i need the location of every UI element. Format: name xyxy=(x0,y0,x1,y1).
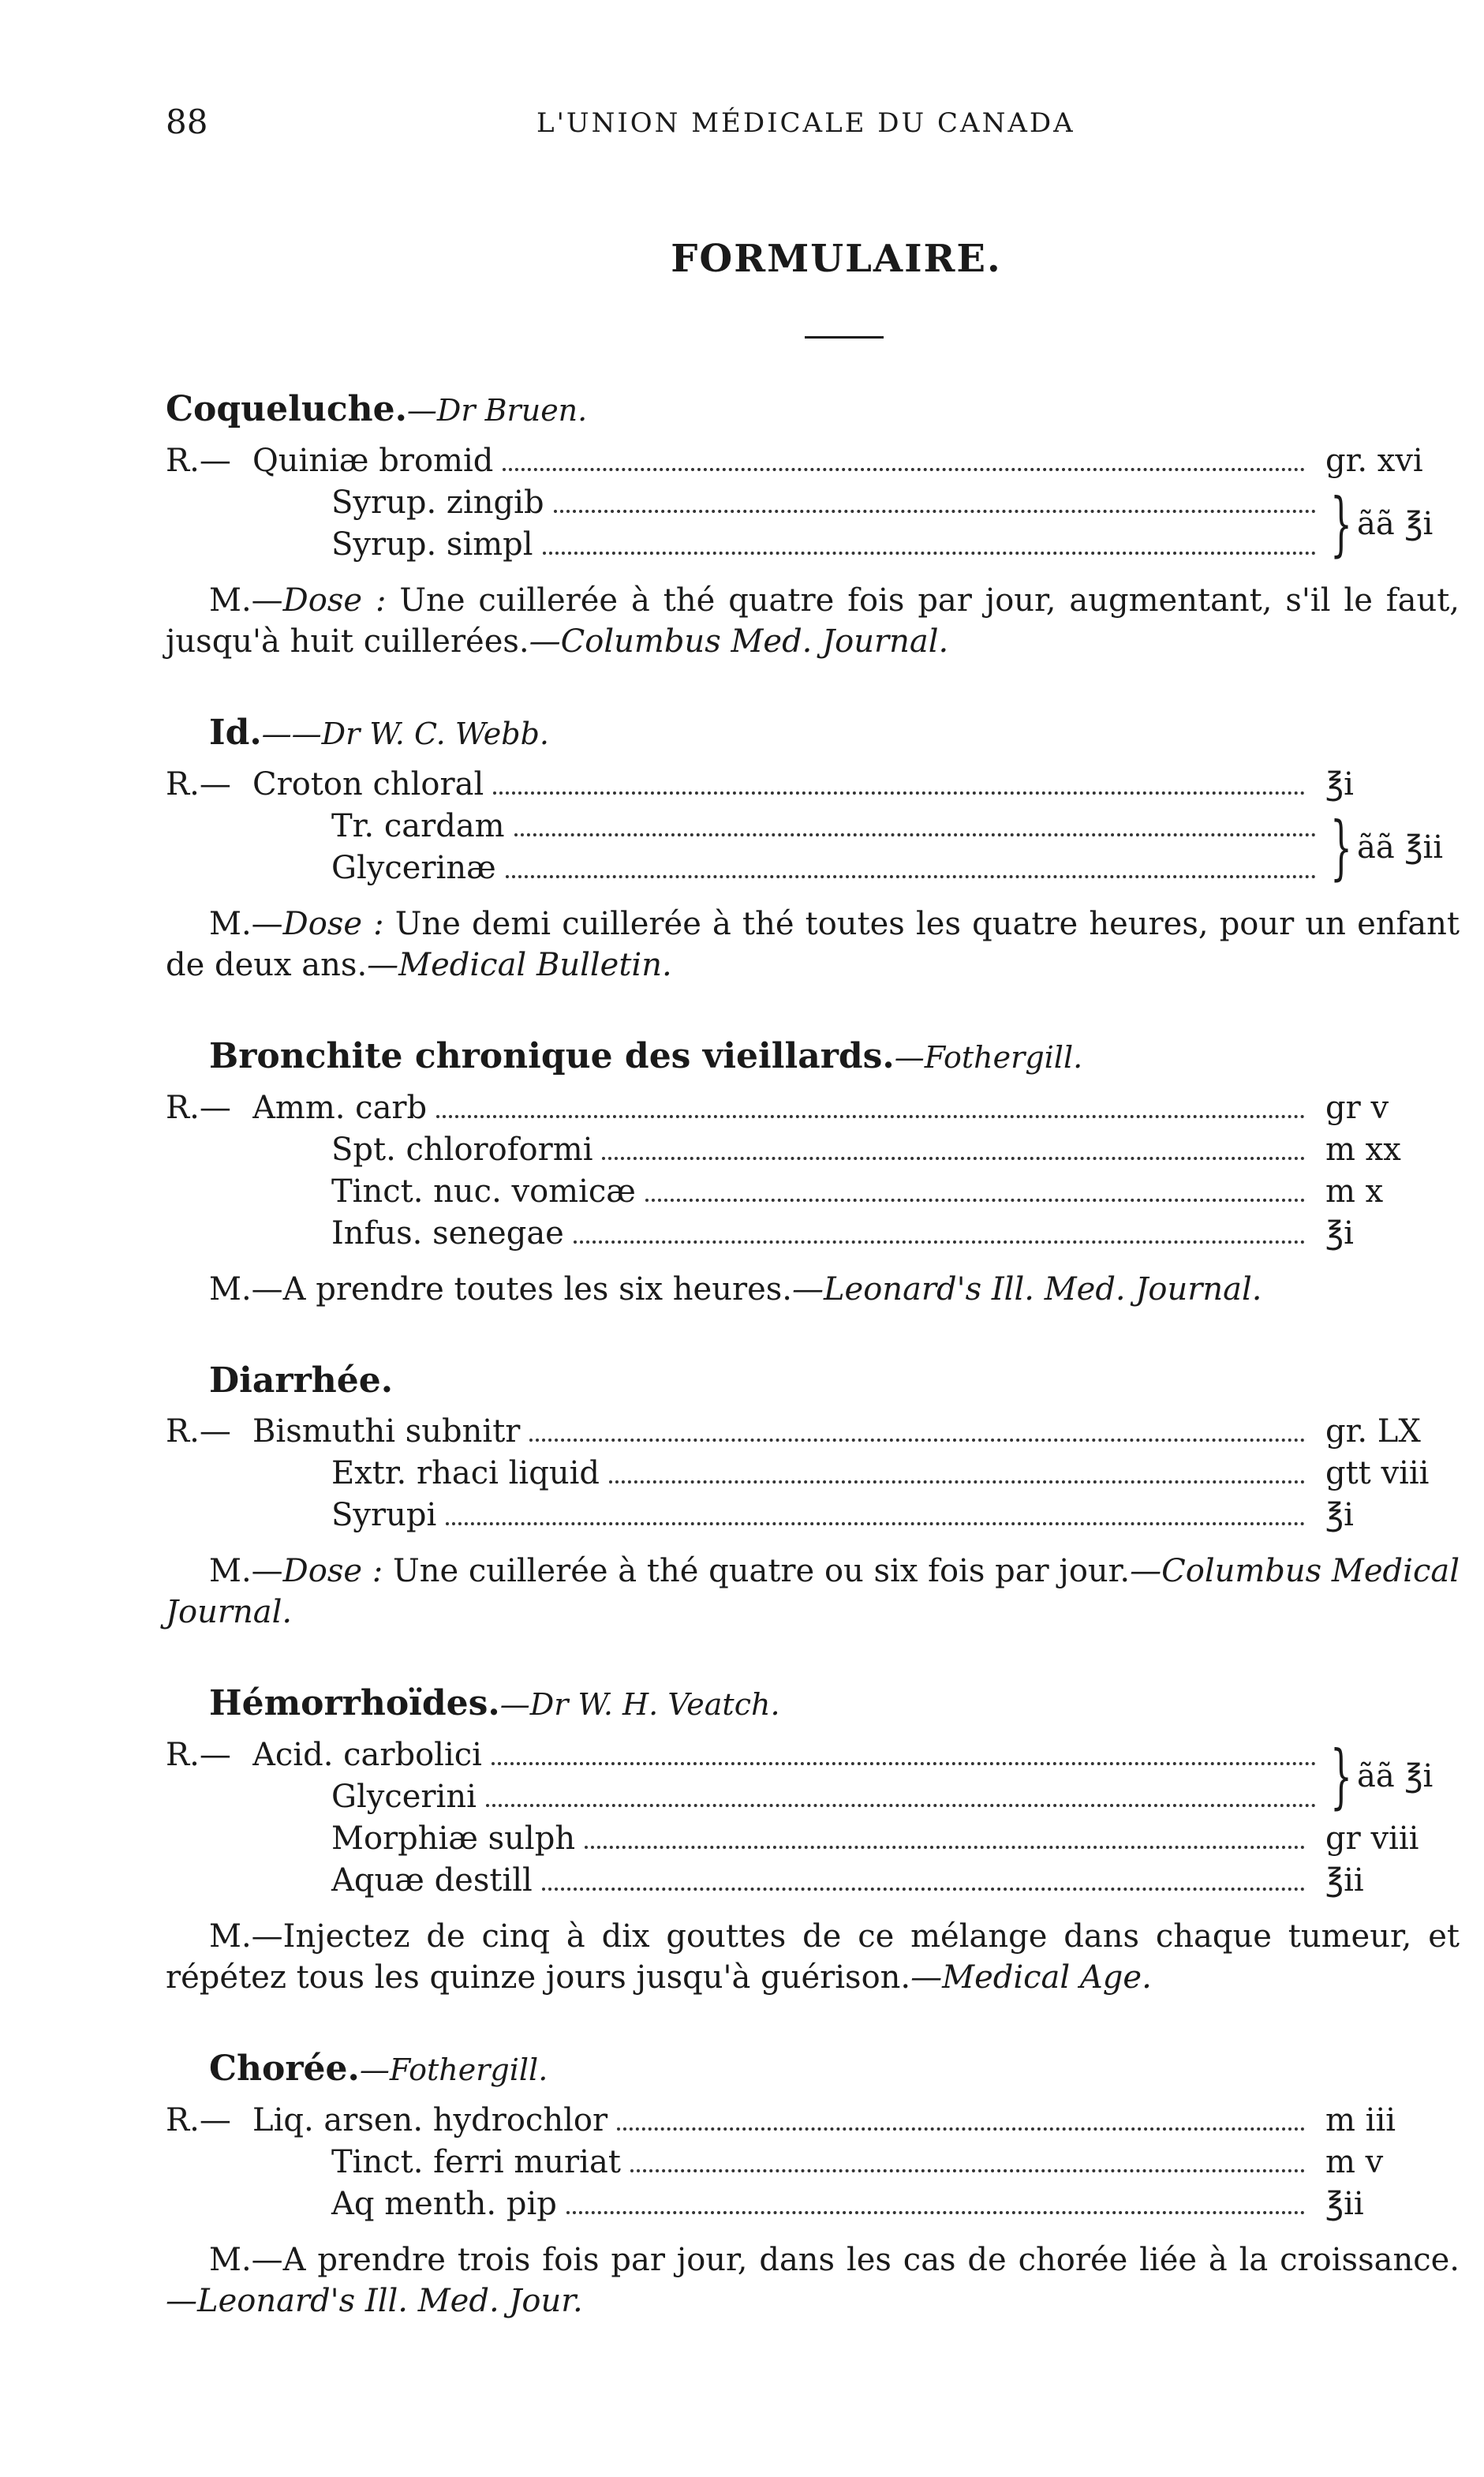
ingredient xyxy=(252,1129,1314,1171)
prescription xyxy=(166,1087,1460,1255)
ingredient-dose: ℥i xyxy=(1325,1497,1354,1533)
recipe-prefix: R.— xyxy=(166,443,231,479)
instruction-lead: M.— xyxy=(209,1918,283,1955)
section-heading xyxy=(166,709,1460,758)
ingredient-dose: ℥ii xyxy=(1325,2186,1364,2222)
prescription-line xyxy=(166,1213,1460,1255)
ingredient-name: Syrup. zingib xyxy=(331,485,544,521)
ingredient-dose: ℥i xyxy=(1325,1215,1354,1252)
source-citation: —Leonard's Ill. Med. Jour. xyxy=(166,2283,583,2319)
section-heading xyxy=(166,1357,1460,1405)
ingredient-name: Spt. chloroformi xyxy=(331,1132,593,1168)
section-author: ——Dr W. C. Webb. xyxy=(261,717,550,751)
ingredient xyxy=(252,1411,1314,1453)
ingredient-name: Acid. carbolici xyxy=(252,1737,482,1773)
prescription-line xyxy=(166,1453,1460,1495)
shared-dose: ãã ℥i xyxy=(1357,1758,1434,1794)
ingredient xyxy=(252,847,1325,889)
prescription-line xyxy=(166,2142,1460,2183)
leader-dots xyxy=(585,1846,1305,1849)
instruction-lead: M.— xyxy=(209,906,283,942)
ingredient xyxy=(252,1087,1314,1129)
ingredient xyxy=(252,1171,1314,1213)
formula-section xyxy=(166,1680,1460,1998)
prescription-line xyxy=(166,2100,1460,2142)
source-citation: —Columbus Medical Journal. xyxy=(166,1553,1460,1630)
running-head xyxy=(166,87,1460,150)
ingredient xyxy=(252,1818,1314,1860)
instruction-text: Une cuillerée à thé quatre fois par jour, augmentant, s'il le faut, jusqu'à huit cuillerées. xyxy=(166,582,1460,660)
prescription-line xyxy=(166,2183,1460,2225)
recipe-prefix: R.— xyxy=(166,1090,231,1126)
ingredient-dose: ℥i xyxy=(1325,766,1354,803)
prescription-line xyxy=(166,1860,1460,1902)
ingredient-name: Glycerini xyxy=(331,1779,477,1815)
prescription xyxy=(166,440,1460,566)
ingredient-dose: gr. LX xyxy=(1325,1413,1421,1450)
section-title: Chorée. xyxy=(209,2049,360,2089)
ingredient xyxy=(252,806,1325,847)
ingredient-dose: ℥ii xyxy=(1325,1862,1364,1899)
section-title: Id. xyxy=(209,713,262,753)
braced-ingredients xyxy=(166,482,1460,566)
section-title: Coqueluche. xyxy=(166,389,407,429)
ingredient xyxy=(252,440,1314,482)
leader-dots xyxy=(446,1522,1305,1525)
ingredient-name: Morphiæ sulph xyxy=(331,1820,576,1857)
instruction-text: Injectez de cinq à dix gouttes de ce mélange dans chaque tumeur, et répétez tous les quinze jours jusqu'à guérison. xyxy=(166,1918,1460,1996)
ingredient-dose: gr v xyxy=(1325,1090,1389,1126)
leader-dots xyxy=(630,2169,1305,2172)
prescription-line xyxy=(166,524,1325,566)
ingredient-dose: m v xyxy=(1325,2144,1384,2180)
section-heading xyxy=(166,2045,1460,2093)
dose-label: Dose : xyxy=(282,1553,383,1589)
formula-section xyxy=(166,386,1460,662)
instructions xyxy=(166,2239,1460,2322)
ingredient xyxy=(252,524,1325,566)
instructions xyxy=(166,904,1460,986)
source-citation: —Medical Bulletin. xyxy=(367,947,672,983)
section-title: Bronchite chronique des vieillards. xyxy=(209,1036,895,1076)
ingredient-dose: gr viii xyxy=(1325,1820,1419,1857)
ingredient-name: Extr. rhaci liquid xyxy=(331,1455,600,1491)
leader-dots xyxy=(554,510,1316,513)
leader-dots xyxy=(645,1199,1305,1202)
ingredient-name: Syrup. simpl xyxy=(331,526,533,563)
formula-section xyxy=(166,1033,1460,1310)
instructions xyxy=(166,1269,1460,1310)
section-heading xyxy=(166,1033,1460,1081)
section-title: Hémorrhoïdes. xyxy=(209,1683,500,1723)
leader-dots xyxy=(574,1240,1305,1244)
instruction-text: A prendre toutes les six heures. xyxy=(282,1271,792,1308)
ingredient-dose: m iii xyxy=(1325,2102,1396,2138)
prescription xyxy=(166,1734,1460,1902)
section-author: —Dr Bruen. xyxy=(406,393,588,428)
prescription xyxy=(166,1411,1460,1536)
prescription-line xyxy=(166,764,1460,806)
section-heading xyxy=(166,1680,1460,1728)
ingredient-name: Liq. arsen. hydrochlor xyxy=(252,2102,608,2138)
recipe-prefix: R.— xyxy=(166,766,231,803)
prescription-line xyxy=(166,440,1460,482)
prescription-line xyxy=(166,1495,1460,1536)
ingredient-name: Syrupi xyxy=(331,1497,437,1533)
braced-lines xyxy=(166,1734,1325,1818)
ingredient xyxy=(252,2142,1314,2183)
prescription-line xyxy=(166,1734,1325,1776)
prescription-line xyxy=(166,1129,1460,1171)
section-author: —Dr W. H. Veatch. xyxy=(499,1687,780,1722)
page-title: FORMULAIRE. xyxy=(671,237,1002,281)
ingredient xyxy=(252,482,1325,524)
leader-dots xyxy=(609,1480,1305,1484)
document-page xyxy=(166,87,1460,2322)
title-rule xyxy=(805,336,884,339)
instruction-lead: M.— xyxy=(209,2242,283,2278)
dose-label: Dose : xyxy=(282,906,384,942)
shared-dose: ãã ℥i xyxy=(1357,506,1434,542)
section-heading xyxy=(166,386,1460,434)
dose-label: Dose : xyxy=(282,582,387,619)
ingredient-name: Amm. carb xyxy=(252,1090,428,1126)
leader-dots xyxy=(486,1804,1316,1807)
source-citation: —Medical Age. xyxy=(910,1959,1152,1996)
instruction-lead: M.— xyxy=(209,1553,283,1589)
prescription xyxy=(166,2100,1460,2225)
instructions xyxy=(166,580,1460,662)
shared-dose: ãã ℥ii xyxy=(1357,829,1444,866)
section-title: Diarrhée. xyxy=(209,1360,394,1401)
ingredient-name: Bismuthi subnitr xyxy=(252,1413,521,1450)
ingredient-name: Croton chloral xyxy=(252,766,484,803)
prescription-line xyxy=(166,847,1325,889)
source-citation: —Leonard's Ill. Med. Journal. xyxy=(791,1271,1262,1308)
section-author: —Fothergill. xyxy=(359,2052,548,2087)
ingredient-name: Infus. senegae xyxy=(331,1215,564,1252)
source-citation: —Columbus Med. Journal. xyxy=(529,623,949,660)
ingredient xyxy=(252,1495,1314,1536)
leader-dots xyxy=(529,1439,1305,1442)
ingredient-dose: gtt viii xyxy=(1325,1455,1430,1491)
leader-dots xyxy=(493,791,1305,795)
prescription-line xyxy=(166,1411,1460,1453)
ingredient xyxy=(252,764,1314,806)
page-number: 88 xyxy=(166,103,208,141)
leader-dots xyxy=(566,2211,1305,2214)
ingredient xyxy=(252,1213,1314,1255)
instructions xyxy=(166,1916,1460,1998)
braced-lines xyxy=(166,806,1325,889)
ingredient xyxy=(252,1776,1325,1818)
instruction-lead: M.— xyxy=(209,1271,283,1308)
instruction-lead: M.— xyxy=(209,582,283,619)
right-brace: } xyxy=(1330,806,1352,888)
leader-dots xyxy=(617,2127,1305,2131)
prescription xyxy=(166,764,1460,889)
ingredient-dose: m x xyxy=(1325,1173,1384,1210)
ingredient xyxy=(252,1734,1325,1776)
recipe-prefix: R.— xyxy=(166,2102,231,2138)
instruction-text: Une cuillerée à thé quatre ou six fois par jour. xyxy=(383,1553,1131,1589)
leader-dots xyxy=(506,875,1316,878)
ingredient xyxy=(252,2183,1314,2225)
right-brace: } xyxy=(1330,483,1352,564)
prescription-line xyxy=(166,482,1325,524)
leader-dots xyxy=(492,1762,1316,1765)
ingredient-dose: m xx xyxy=(1325,1132,1401,1168)
prescription-line xyxy=(166,1171,1460,1213)
leader-dots xyxy=(602,1157,1305,1160)
ingredient-name: Tinct. nuc. vomicæ xyxy=(331,1173,636,1210)
prescription-line xyxy=(166,1818,1460,1860)
ingredient-name: Glycerinæ xyxy=(331,850,496,886)
ingredient-name: Aquæ destill xyxy=(331,1862,533,1899)
ingredient-name: Aq menth. pip xyxy=(331,2186,557,2222)
ingredient-dose: gr. xvi xyxy=(1325,443,1423,479)
leader-dots xyxy=(542,1888,1305,1891)
right-brace: } xyxy=(1330,1735,1352,1817)
formulary-sections xyxy=(166,386,1460,2322)
leader-dots xyxy=(503,468,1305,471)
instruction-text: Une demi cuillerée à thé toutes les quatre heures, pour un enfant de deux ans. xyxy=(166,906,1460,983)
leader-dots xyxy=(436,1115,1305,1118)
braced-ingredients xyxy=(166,806,1460,889)
ingredient xyxy=(252,2100,1314,2142)
formula-section xyxy=(166,2045,1460,2322)
leader-dots xyxy=(514,833,1316,836)
prescription-line xyxy=(166,1087,1460,1129)
ingredient-name: Quiniæ bromid xyxy=(252,443,494,479)
formula-section xyxy=(166,709,1460,986)
section-author: —Fothergill. xyxy=(894,1040,1083,1075)
braced-ingredients xyxy=(166,1734,1460,1818)
prescription-line xyxy=(166,1776,1325,1818)
instruction-text: A prendre trois fois par jour, dans les cas de chorée liée à la croissance. xyxy=(282,2242,1460,2278)
ingredient xyxy=(252,1860,1314,1902)
braced-lines xyxy=(166,482,1325,566)
recipe-prefix: R.— xyxy=(166,1413,231,1450)
ingredient-name: Tr. cardam xyxy=(331,808,505,844)
prescription-line xyxy=(166,806,1325,847)
formula-section xyxy=(166,1357,1460,1633)
journal-title: L'UNION MÉDICALE DU CANADA xyxy=(536,107,1075,139)
ingredient xyxy=(252,1453,1314,1495)
ingredient-name: Tinct. ferri muriat xyxy=(331,2144,621,2180)
leader-dots xyxy=(543,552,1316,555)
instructions xyxy=(166,1551,1460,1633)
recipe-prefix: R.— xyxy=(166,1737,231,1773)
